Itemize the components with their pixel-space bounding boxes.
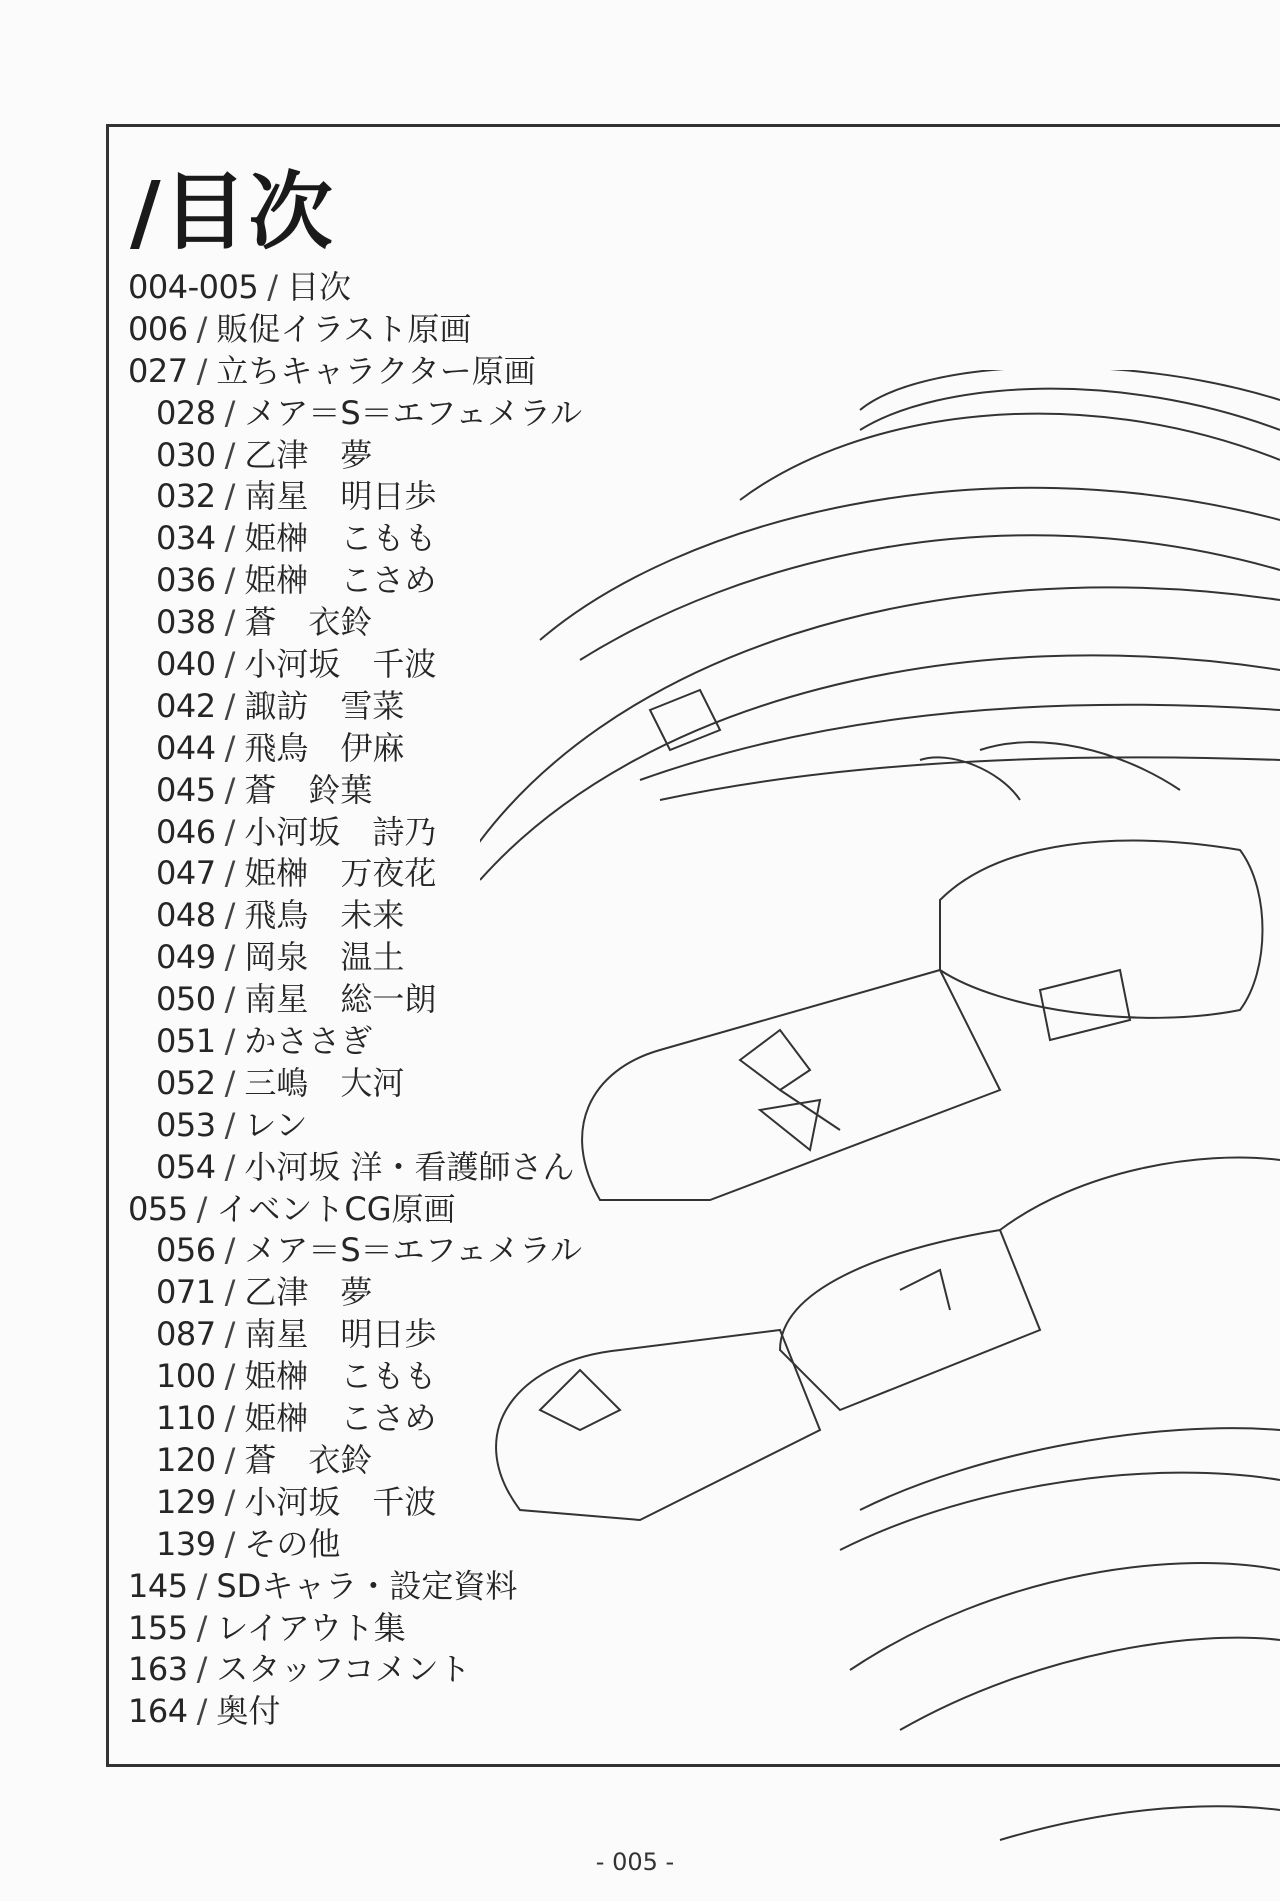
toc-entry (128, 1355, 582, 1397)
toc-page-number: 036 (156, 561, 216, 600)
toc-label: 三嶋 大河 (244, 1063, 405, 1102)
toc-entry (128, 475, 582, 517)
toc-page-number: 052 (156, 1063, 216, 1102)
toc-page-number: 027 (128, 351, 188, 390)
toc-entry (128, 936, 582, 978)
toc-separator: / (224, 1022, 236, 1061)
toc-label: レン (244, 1105, 308, 1144)
toc-label: 小河坂 千波 (244, 645, 437, 684)
toc-label: スタッフコメント (216, 1650, 471, 1689)
toc-label: メア＝S＝エフェメラル (244, 393, 583, 432)
toc-separator: / (196, 1608, 208, 1647)
toc-label: 南星 明日歩 (244, 1315, 437, 1354)
toc-label: 姫榊 こさめ (244, 1399, 437, 1438)
toc-page-number: 045 (156, 770, 216, 809)
toc-separator: / (196, 1692, 208, 1731)
toc-separator: / (224, 1147, 236, 1186)
toc-page-number: 044 (156, 728, 216, 767)
toc-separator: / (224, 728, 236, 767)
toc-page-number: 047 (156, 854, 216, 893)
toc-entry (128, 852, 582, 894)
toc-label: 蒼 衣鈴 (244, 1440, 373, 1479)
toc-entry (128, 643, 582, 685)
toc-label: イベントCG原画 (216, 1189, 456, 1228)
toc-entry (128, 1229, 582, 1271)
toc-page-number: 163 (128, 1650, 188, 1689)
toc-entry (128, 1439, 582, 1481)
toc-page-number: 028 (156, 393, 216, 432)
toc-separator: / (224, 1063, 236, 1102)
toc-label: かささぎ (244, 1022, 373, 1061)
toc-separator: / (224, 435, 236, 474)
toc-entry (128, 1565, 582, 1607)
toc-label: 小河坂 千波 (244, 1482, 437, 1521)
toc-page-number: 056 (156, 1231, 216, 1270)
toc-label: 岡泉 温土 (244, 938, 405, 977)
toc-entry (128, 1607, 582, 1649)
toc-separator: / (224, 645, 236, 684)
toc-separator: / (224, 477, 236, 516)
toc-page-number: 129 (156, 1482, 216, 1521)
toc-separator: / (224, 1273, 236, 1312)
toc-label: 諏訪 雪菜 (244, 686, 405, 725)
toc-separator: / (224, 1105, 236, 1144)
page-title: /目次 (130, 163, 335, 261)
toc-page-number: 006 (128, 309, 188, 348)
toc-entry (128, 769, 582, 811)
toc-page-number: 040 (156, 645, 216, 684)
toc-label: 乙津 夢 (244, 1273, 373, 1312)
toc-label: 奥付 (216, 1692, 281, 1731)
toc-entry (128, 978, 582, 1020)
toc-label: 姫榊 こもも (244, 1357, 437, 1396)
toc-page-number: 164 (128, 1692, 188, 1731)
toc-separator: / (224, 854, 236, 893)
toc-page-number: 155 (128, 1608, 188, 1647)
toc-separator: / (224, 1315, 236, 1354)
toc-separator: / (224, 603, 236, 642)
toc-entry (128, 811, 582, 853)
toc-page-number: 139 (156, 1524, 216, 1563)
toc-label: 姫榊 こさめ (244, 561, 437, 600)
toc-entry (128, 1397, 582, 1439)
toc-label: 蒼 鈴葉 (244, 770, 373, 809)
toc-entry (128, 308, 582, 350)
toc-entry (128, 1062, 582, 1104)
toc-separator: / (224, 1440, 236, 1479)
toc-entry (128, 1271, 582, 1313)
toc-page-number: 110 (156, 1399, 216, 1438)
toc-separator: / (224, 686, 236, 725)
toc-separator: / (224, 1524, 236, 1563)
toc-entry (128, 434, 582, 476)
toc-page-number: 145 (128, 1566, 188, 1605)
toc-separator: / (224, 1399, 236, 1438)
table-of-contents (128, 266, 582, 1732)
toc-label: その他 (244, 1524, 341, 1563)
toc-page-number: 054 (156, 1147, 216, 1186)
toc-entry (128, 392, 582, 434)
toc-page-number: 030 (156, 435, 216, 474)
toc-separator: / (224, 812, 236, 851)
toc-label: メア＝S＝エフェメラル (244, 1231, 583, 1270)
toc-label: 小河坂 洋・看護師さん (244, 1147, 575, 1186)
toc-page-number: 071 (156, 1273, 216, 1312)
toc-page-number: 053 (156, 1105, 216, 1144)
toc-entry (128, 1648, 582, 1690)
toc-label: 蒼 衣鈴 (244, 603, 373, 642)
toc-page-number: 049 (156, 938, 216, 977)
toc-page-number: 087 (156, 1315, 216, 1354)
toc-separator: / (196, 1189, 208, 1228)
toc-separator: / (224, 561, 236, 600)
toc-entry (128, 1481, 582, 1523)
toc-separator: / (196, 1566, 208, 1605)
toc-page-number: 051 (156, 1022, 216, 1061)
toc-label: 姫榊 万夜花 (244, 854, 437, 893)
toc-label: 南星 総一朗 (244, 980, 437, 1019)
toc-page-number: 120 (156, 1440, 216, 1479)
page-number: - 005 - (595, 1848, 675, 1876)
toc-entry (128, 685, 582, 727)
toc-label: 姫榊 こもも (244, 519, 437, 558)
toc-label: 小河坂 詩乃 (244, 812, 437, 851)
toc-label: レイアウト集 (216, 1608, 406, 1647)
toc-separator: / (196, 309, 208, 348)
toc-page-number: 038 (156, 603, 216, 642)
toc-label: 乙津 夢 (244, 435, 373, 474)
toc-entry (128, 1020, 582, 1062)
toc-page-number: 032 (156, 477, 216, 516)
toc-entry (128, 266, 582, 308)
toc-page-number: 048 (156, 896, 216, 935)
toc-separator: / (224, 393, 236, 432)
toc-label: 販促イラスト原画 (216, 309, 472, 348)
toc-entry (128, 1104, 582, 1146)
toc-separator: / (224, 1231, 236, 1270)
toc-page-number: 004-005 (128, 268, 259, 306)
character-line-art (480, 370, 1280, 1870)
toc-entry (128, 1313, 582, 1355)
toc-entry (128, 517, 582, 559)
toc-separator: / (267, 268, 278, 306)
toc-page-number: 046 (156, 812, 216, 851)
toc-label: 飛鳥 未来 (244, 896, 405, 935)
toc-label: 飛鳥 伊麻 (244, 728, 405, 767)
toc-page-number: 050 (156, 980, 216, 1019)
toc-separator: / (224, 1357, 236, 1396)
toc-separator: / (196, 351, 208, 390)
toc-separator: / (224, 896, 236, 935)
toc-page-number: 042 (156, 686, 216, 725)
toc-separator: / (224, 519, 236, 558)
toc-entry (128, 1188, 582, 1230)
toc-label: 立ちキャラクター原画 (216, 351, 536, 390)
toc-entry (128, 601, 582, 643)
toc-entry (128, 559, 582, 601)
toc-page-number: 100 (156, 1357, 216, 1396)
toc-label: SDキャラ・設定資料 (216, 1566, 518, 1605)
toc-entry (128, 1690, 582, 1732)
toc-separator: / (224, 980, 236, 1019)
toc-entry (128, 727, 582, 769)
toc-entry (128, 1523, 582, 1565)
toc-entry (128, 894, 582, 936)
toc-entry (128, 1146, 582, 1188)
toc-page-number: 055 (128, 1189, 188, 1228)
toc-entry (128, 350, 582, 392)
toc-separator: / (224, 770, 236, 809)
toc-page-number: 034 (156, 519, 216, 558)
toc-separator: / (224, 1482, 236, 1521)
toc-label: 南星 明日歩 (244, 477, 437, 516)
toc-separator: / (224, 938, 236, 977)
toc-separator: / (196, 1650, 208, 1689)
toc-label: 目次 (286, 268, 351, 306)
